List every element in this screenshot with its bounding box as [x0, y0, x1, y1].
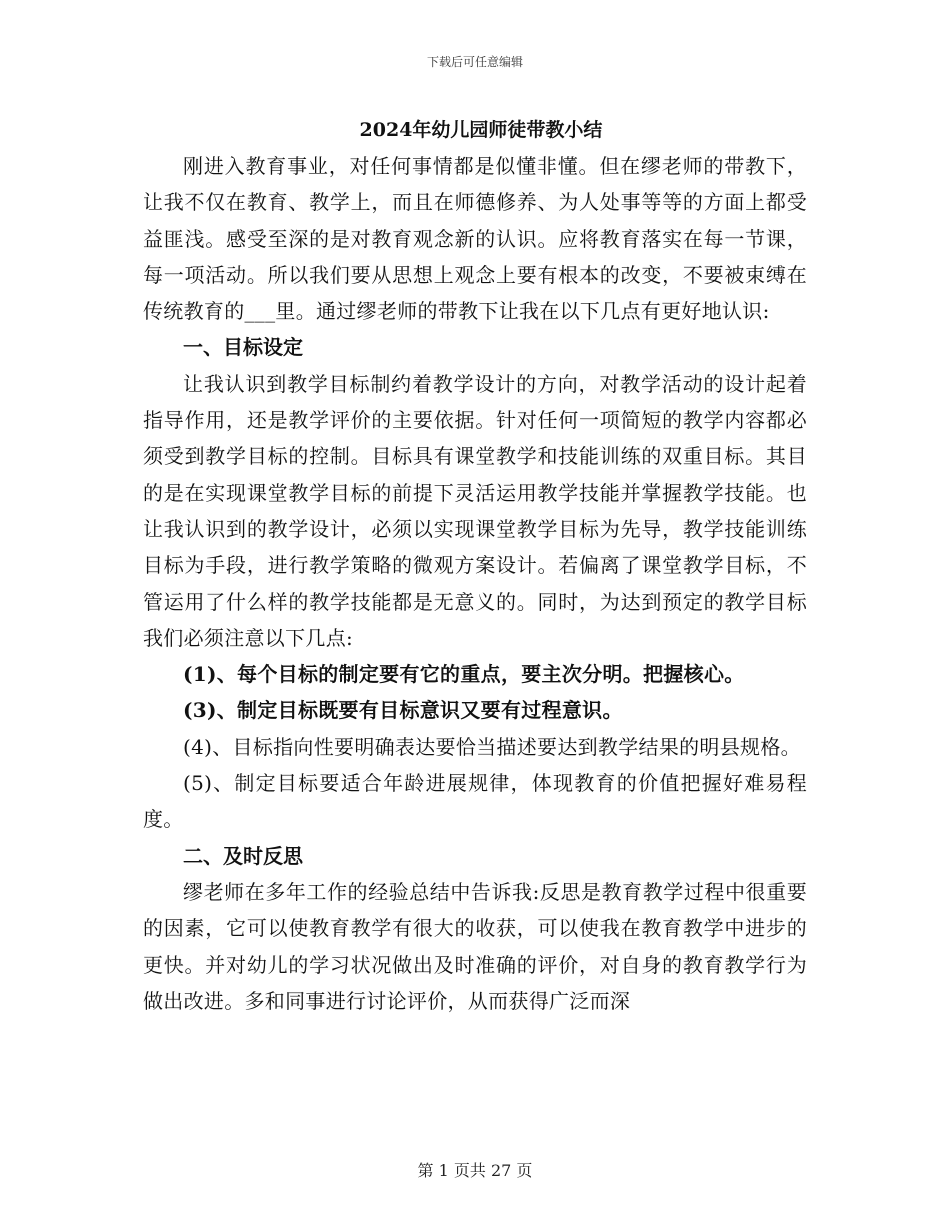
section-1-item-3: (3)、制定目标既要有目标意识又要有过程意识。 — [183, 698, 623, 723]
document-body — [143, 112, 807, 1019]
section-1-item-1: (1)、每个目标的制定要有它的重点，要主次分明。把握核心。 — [183, 662, 745, 687]
section-1-item-4: (4)、目标指向性要明确表达要恰当描述要达到教学结果的明县规格。 — [183, 734, 801, 759]
header-note: 下载后可任意编辑 — [426, 55, 523, 69]
section-1-item-5: (5)、制定目标要适合年龄进展规律，体现教育的价值把握好难易程度。 — [143, 771, 807, 832]
section-1-paragraph: 让我认识到教学目标制约着教学设计的方向，对教学活动的设计起着指导作用，还是教学评价的主要依据。针对任何一项简短的教学内容都必须受到教学目标的控制。目标具有课堂教学和技能训练的双重目标。其目的是在实现课堂教学目标的前提下灵活运用教学技能并掌握教学技能。也让我认识到的教学设计，必须以实现课堂教学目标为先导，教学技能训练目标为手段，进行教学策略的微观方案设计。若偏离了课堂教学目标，不管运用了什么样的教学技能都是无意义的。同时，为达到预定的教学目标我们必须注意以下几点: — [143, 371, 807, 650]
page-footer: 第 1 页共 27 页 — [417, 1161, 533, 1180]
section-1-heading: 一、目标设定 — [183, 335, 303, 360]
section-2-heading: 二、及时反思 — [183, 843, 303, 868]
section-2-paragraph: 缪老师在多年工作的经验总结中告诉我:反思是教育教学过程中很重要的因素，它可以使教育教学有很大的收获，可以使我在教育教学中进步的更快。并对幼儿的学习状况做出及时准确的评价，对自身的教育教学行为做出改进。多和同事进行讨论评价，从而获得广泛而深 — [143, 879, 807, 1013]
intro-paragraph: 刚进入教育事业，对任何事情都是似懂非懂。但在缪老师的带教下，让我不仅在教育、教学上，而且在师德修养、为人处事等等的方面上都受益匪浅。感受至深的是对教育观念新的认识。应将教育落实在每一节课，每一项活动。所以我们要从思想上观念上要有根本的改变，不要被束缚在传统教育的___里。通过缪老师的带教下让我在以下几点有更好地认识: — [143, 154, 807, 324]
document-title: 2024年幼儿园师徒带教小结 — [359, 119, 603, 141]
